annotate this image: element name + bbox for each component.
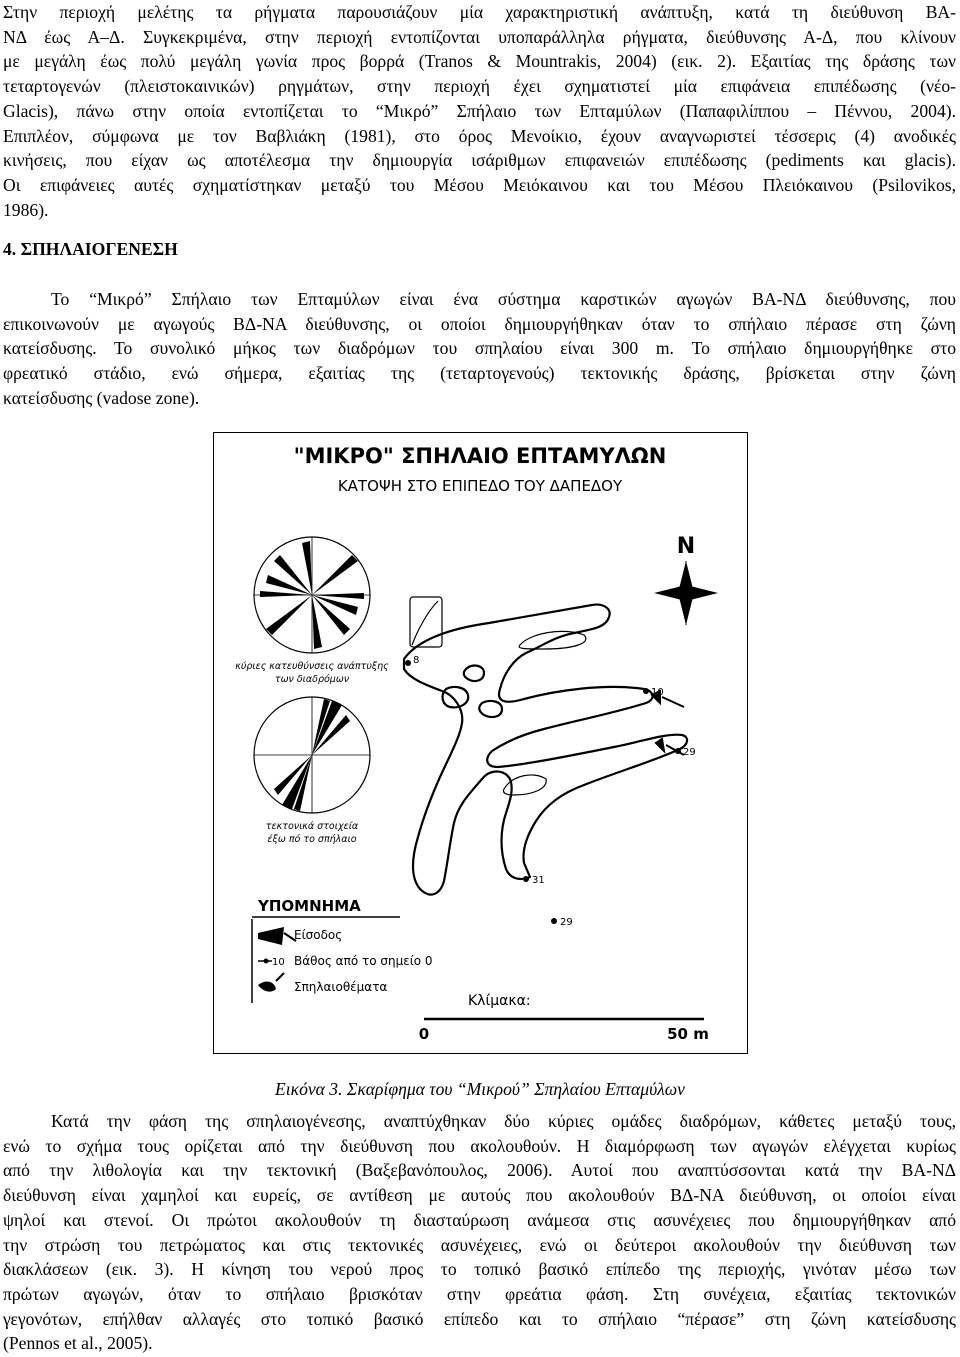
depth-marker bbox=[551, 918, 557, 924]
entrance-arrow-icon bbox=[652, 691, 684, 755]
text-line: ενώ το σχήμα τους ορίζεται από την διεύθυνση που ακολουθούν. Η διαμόρφωση των αγωγών ελέγχεται κυρίως bbox=[3, 1135, 956, 1156]
paragraph-speleogenesis bbox=[3, 287, 956, 411]
scale-label: Κλίμακα: bbox=[468, 993, 531, 1009]
text-line: Το “Μικρό” Σπήλαιο των Επταμύλων είναι ένα σύστημα καρστικών αγωγών ΒΑ-ΝΔ διεύθυνσης, που bbox=[51, 289, 956, 309]
text-line: ΝΔ έως Α–Δ. Συγκεκριμένα, στην περιοχή εντοπίζονται υποπαράλληλα ρήγματα, διεύθυνσης Α-Δ, που κλίνουν bbox=[3, 26, 956, 47]
depth-label: 8 bbox=[413, 655, 420, 666]
speleothem-outline bbox=[410, 597, 586, 795]
text-line: Glacis), πάνω στην οποία εντοπίζεται το “Μικρό” Σπήλαιο των Επταμύλων (Παπαφιλίππου – Πέννου, 2004). bbox=[3, 100, 956, 121]
text-line: Επιπλέον, σύμφωνα με τον Βαβλιάκη (1981), στο όρος Μενοίκιο, έχουν αναγνωριστεί τέσσερις (4) ανοδικές bbox=[3, 125, 956, 146]
text-line: κινήσεις, που είχαν ως αποτέλεσμα την δημιουργία ισάριθμων επιφανειών επιπέδωσης (pediments και glacis). bbox=[3, 150, 956, 171]
scale-start: 0 bbox=[418, 1025, 430, 1043]
depth-label: 31 bbox=[532, 875, 545, 886]
rose1-caption-line2: των διαδρόμων bbox=[274, 674, 350, 685]
cave-map-figure bbox=[213, 432, 748, 1054]
text-line: 1986). bbox=[3, 199, 49, 220]
text-line: φρεατικό στάδιο, ενώ σήμερα, εξαιτίας της (τεταρτογενούς) τεκτονικής δράσης, βρίσκεται στην ζώνη bbox=[3, 363, 956, 384]
depth-marker bbox=[523, 876, 529, 882]
rose2-caption-line2: έξω πό το σπήλαιο bbox=[267, 834, 357, 845]
text-line: επικοινωνούν με αγωγούς ΒΔ-ΝΑ διεύθυνσης, οι οποίοι δημιουργήθηκαν όταν το σπήλαιο πέρασε στη ζώνη bbox=[3, 313, 956, 334]
figure-title: "ΜΙΚΡΟ" ΣΠΗΛΑΙΟ ΕΠΤΑΜΥΛΩΝ bbox=[293, 444, 667, 468]
figure-caption: Εικόνα 3. Σκαρίφημα του “Μικρού” Σπηλαίου Επταμύλων bbox=[274, 1079, 685, 1099]
text-line: γεγονότων, επήλθαν αλλαγές στο τοπικό βασικό επίπεδο και το σπήλαιο “πέρασε” στη ζώνη κατείσδυσης bbox=[3, 1308, 956, 1329]
text-line: την στρώση του πετρώματος και στις τεκτονικές ασυνέχειες, ενώ οι δεύτεροι ακολουθούν την διεύθυνση των bbox=[3, 1234, 956, 1255]
cave-plan bbox=[404, 605, 687, 895]
rose2-caption-line1: τεκτονικά στοιχεία bbox=[265, 821, 359, 832]
paragraph-faults bbox=[3, 0, 956, 222]
rose-diagram-passages bbox=[254, 537, 370, 653]
text-line: (Pennos et al., 2005). bbox=[3, 1333, 153, 1354]
figure-subtitle: ΚΑΤΟΨΗ ΣΤΟ ΕΠΙΠΕΔΟ ΤΟΥ ΔΑΠΕΔΟΥ bbox=[337, 477, 623, 495]
scale-bar bbox=[419, 993, 709, 1043]
svg-text:10: 10 bbox=[272, 957, 285, 968]
text-line: Κατά την φάση της σπηλαιογένεσης, αναπτύχθηκαν δύο κύριες ομάδες διαδρόμων, κάθετες μεταξύ τους, bbox=[51, 1111, 956, 1131]
text-line: διεύθυνση είναι χαμηλοί και ευρείς, σε αντίθεση με αυτούς που ακολουθούν ΒΔ-ΝΑ διεύθυνση, οι οποίοι είναι bbox=[3, 1185, 956, 1206]
text-line: πρώτων αγωγών, όταν το σπήλαιο βρισκόταν στην φρεάτια φάση. Στη συνέχεια, εξαιτίας τεκτονικών bbox=[3, 1283, 956, 1304]
depth-label: 29 bbox=[560, 917, 573, 928]
rose1-caption-line1: κύριες κατευθύνσεις ανάπτυξης bbox=[235, 661, 389, 672]
speleothem-legend-icon bbox=[258, 973, 284, 992]
depth-marker bbox=[643, 688, 649, 694]
section-heading: 4. ΣΠΗΛΑΙΟΓΕΝΕΣΗ bbox=[3, 239, 178, 259]
cave-map-drawing bbox=[214, 433, 746, 1052]
paragraph-passages bbox=[3, 1109, 956, 1356]
depth-label: 29 bbox=[683, 747, 696, 758]
text-line: από την λιθολογία και την τεκτονική (Βαξεβανόπουλος, 2006). Αυτοί που αναπτύσσονται κατά την ΒΑ-ΝΔ bbox=[3, 1160, 956, 1181]
text-line: τεταρτογενών (πλειστοκαινικών) ρηγμάτων, στην περιοχή έχει σχηματιστεί μία επιφάνεια επιπέδωσης (νέο- bbox=[3, 76, 956, 97]
legend-item-depth: Βάθος από το σημείο 0 bbox=[294, 954, 433, 968]
text-line: με μεγάλη έως πολύ μεγάλη γωνία προς βορρά (Tranos & Mountrakis, 2004) (εικ. 2). Εξαιτίας της δράσης των bbox=[3, 51, 956, 72]
depth-marker bbox=[675, 748, 681, 754]
text-line: Στην περιοχή μελέτης τα ρήγματα παρουσιάζουν μία χαρακτηριστική ανάπτυξη, κατά τη διεύθυνση ΒΑ- bbox=[3, 2, 956, 22]
north-arrow-icon bbox=[654, 534, 718, 625]
svg-text:N: N bbox=[676, 534, 696, 559]
legend-title: ΥΠΟΜΝΗΜΑ bbox=[258, 897, 361, 915]
legend-item-entrance: Είσοδος bbox=[294, 928, 343, 942]
depth-label: 10 bbox=[651, 687, 664, 698]
depth-legend-icon bbox=[258, 957, 285, 968]
scale-end: 50 m bbox=[667, 1025, 709, 1043]
depth-marker bbox=[405, 660, 411, 666]
text-line: κατείσδυσης. Το συνολικό μήκος των διαδρόμων του σπηλαίου είναι 300 m. Το σπήλαιο δημιουργήθηκε στο bbox=[3, 338, 956, 359]
text-line: διακλάσεων (εικ. 3). Η κίνηση του νερού προς το τοπικό βασικό επίπεδο της περιοχής, γινόταν μέσω των bbox=[3, 1259, 956, 1280]
rose-diagram-tectonic bbox=[254, 697, 370, 813]
text-line: Οι επιφάνειες αυτές σχηματίστηκαν μεταξύ του Μέσου Μειόκαινου και του Μέσου Πλειόκαινου (Psilovikos, bbox=[3, 174, 956, 195]
text-line: ψηλοί και στενοί. Οι πρώτοι ακολουθούν τη διασταύρωση ανάμεσα στις ασυνέχειες που δημιουργήθηκαν από bbox=[3, 1209, 956, 1230]
entrance-legend-icon bbox=[258, 927, 296, 945]
legend-item-speleothems: Σπηλαιοθέματα bbox=[294, 980, 388, 994]
text-line: κατείσδυσης (vadose zone). bbox=[3, 387, 200, 408]
map-legend bbox=[252, 897, 433, 1003]
